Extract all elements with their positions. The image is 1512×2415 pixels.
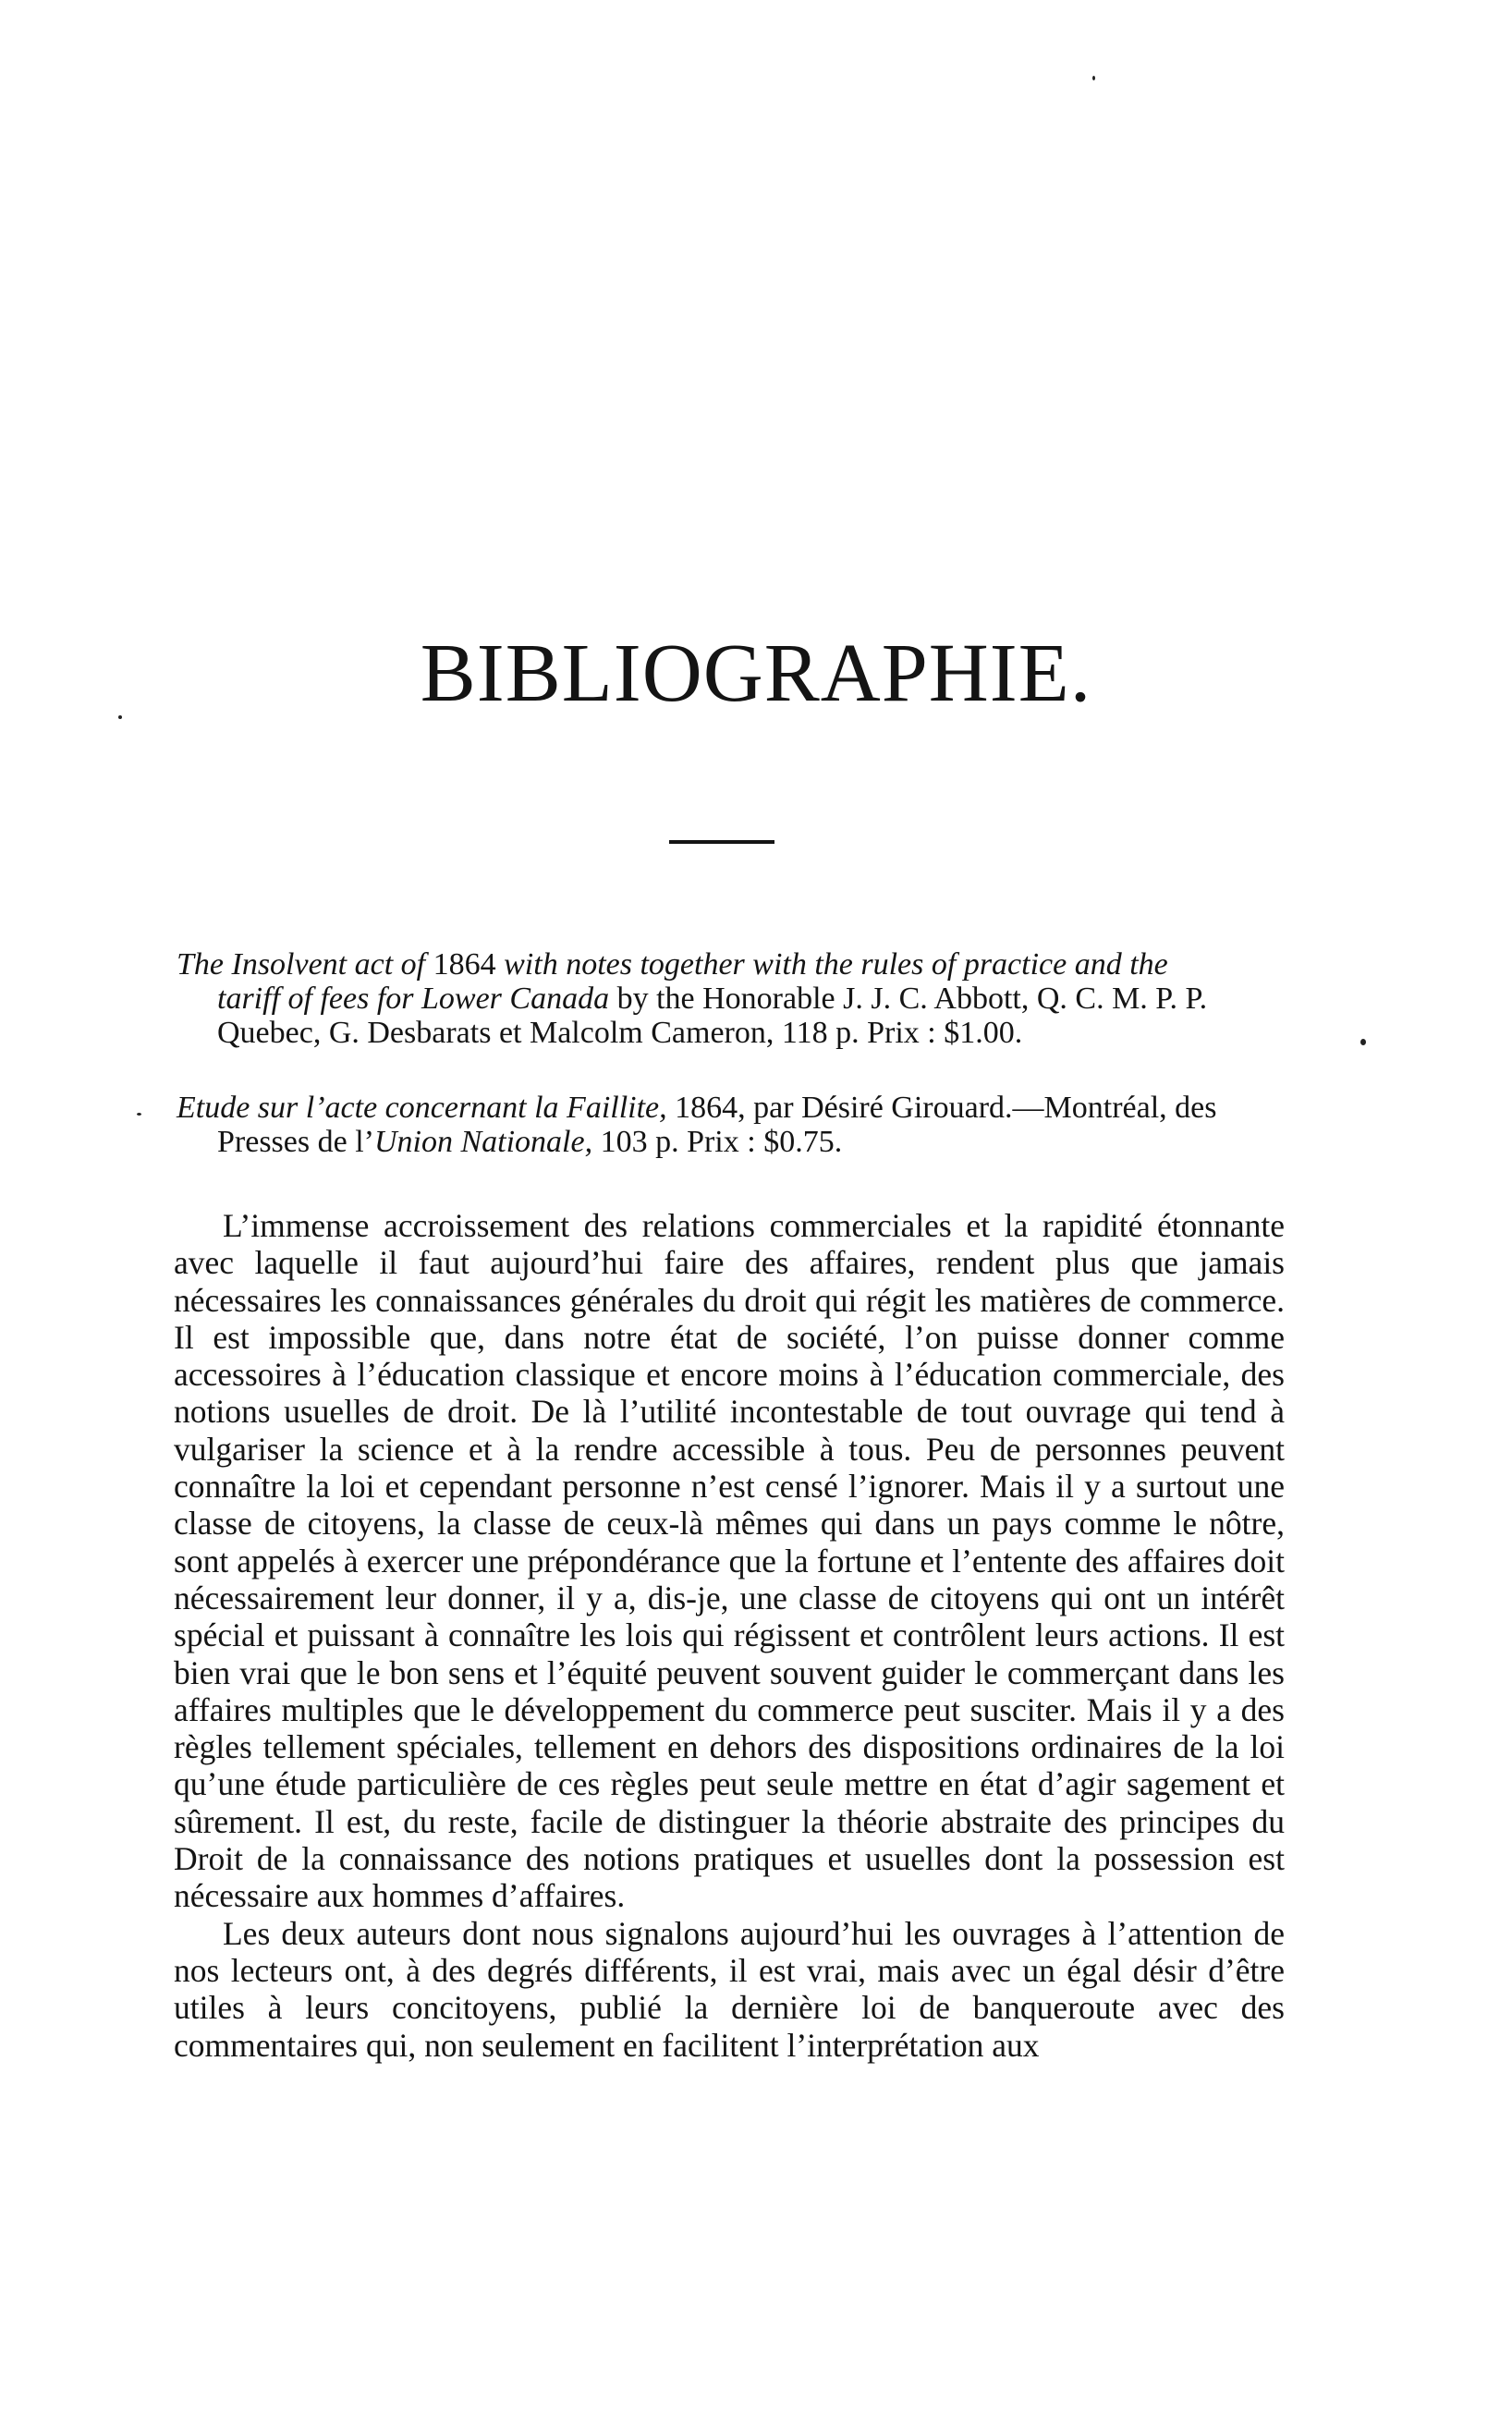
title-divider	[669, 840, 774, 844]
entry-continuation	[177, 982, 1276, 1016]
entry-publication	[177, 1125, 1276, 1159]
scan-speck	[1092, 76, 1095, 80]
entry-pages-price: 103 p. Prix : $0.75.	[592, 1125, 843, 1159]
review-body	[174, 1207, 1285, 2064]
entry-title-part: The Insolvent act of	[177, 947, 426, 982]
paragraph: Les deux auteurs dont nous signalons aujourd’hui les ouvrages à l’attention de nos lecteurs ont, à des degrés différents, il est vrai, mais avec un égal désir d’être utiles à leurs concitoyens, publié la dernière loi de banqueroute avec des commentaires qui, non seulement en facilitent l’interprétation aux	[174, 1914, 1285, 2064]
entry-title-part: tariff of fees for Lower Canada	[217, 982, 610, 1016]
page-title: BIBLIOGRAPHIE.	[420, 628, 1092, 719]
entry-title: Etude sur l’acte concernant la Faillite,	[177, 1091, 667, 1125]
entry-author: 1864, par Désiré Girouard.—Montréal, des	[666, 1091, 1217, 1125]
entry-publisher-prefix: Presses de l’	[217, 1125, 374, 1159]
entry-title-part: with notes together with the rules of practice and the	[504, 947, 1168, 982]
scan-speck	[137, 1113, 141, 1116]
scan-speck	[1360, 1039, 1366, 1045]
entry-year: 1864	[425, 947, 505, 982]
bibliography-entry-insolvent-act	[177, 947, 1276, 1050]
paragraph: L’immense accroissement des relations commerciales et la rapidité étonnante avec laquelle il faut aujourd’hui faire des affaires, rendent plus que jamais nécessaires les connaissances générales du droit qui régit les matières de commerce. Il est impossible que, dans notre état de société, l’on puisse donner comme accessoires à l’éducation classique et encore moins à l’éducation commerciale, des notions usuelles de droit. De là l’utilité incontestable de tout ouvrage qui tend à vulgariser la science et à la rendre accessible à tous. Peu de personnes peuvent connaître la loi et cependant personne n’est censé l’ignorer. Mais il y a surtout une classe de citoyens, la classe de ceux-là mêmes qui dans un pays comme le nôtre, sont appelés à exercer une prépondérance que la fortune et l’entente des affaires doit nécessairement leur donner, il y a, dis-je, une classe de citoyens qui ont un intérêt spécial et puissant à connaître les lois qui régissent et contrôlent leurs actions. Il est bien vrai que le bon sens et l’équité peuvent souvent guider le commerçant dans les affaires multiples que le développement du commerce peut susciter. Mais il y a des règles tellement spéciales, tellement en dehors des dispositions ordinaires de la loi qu’une étude particulière de ces règles peut seule mettre en état d’agir sagement et sûrement. Il est, du reste, facile de distinguer la théorie abstraite des principes du Droit de la connaissance des notions pratiques et usuelles dont la possession est nécessaire aux hommes d’affaires.	[174, 1207, 1285, 1915]
entry-publisher: Union Nationale,	[373, 1125, 593, 1159]
bibliography-entry-faillite	[177, 1091, 1276, 1159]
entry-publication: Quebec, G. Desbarats et Malcolm Cameron, 118 p. Prix : $1.00.	[217, 1016, 1023, 1050]
scan-speck	[118, 715, 122, 719]
entry-author: by the Honorable J. J. C. Abbott, Q. C. M. P. P.	[609, 982, 1208, 1016]
